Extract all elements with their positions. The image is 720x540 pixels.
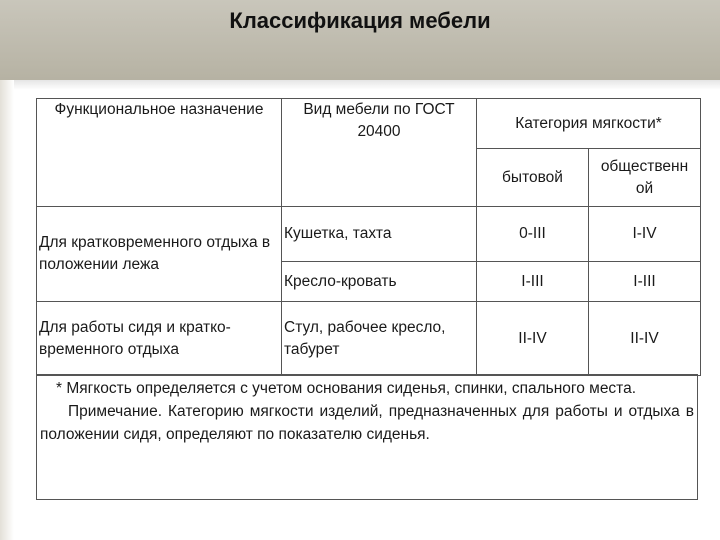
function-cell: Для работы сидя и кратко-временного отдыха xyxy=(37,302,282,376)
public-softness-cell: I-III xyxy=(589,262,701,302)
remark-note: Примечание. Категорию мягкости изделий, предназначенных для работы и отдыха в положении сидя, определяют по показателю сиденья. xyxy=(40,403,694,443)
table-row xyxy=(37,302,701,376)
slide-title: Классификация мебели xyxy=(229,8,491,33)
header-household: бытовой xyxy=(477,149,589,207)
furniture-type-cell: Кушетка, тахта xyxy=(282,207,477,262)
notes-box xyxy=(36,374,698,500)
household-softness-cell: II-IV xyxy=(477,302,589,376)
public-softness-cell: II-IV xyxy=(589,302,701,376)
header-softness-category: Категория мягкости* xyxy=(477,99,701,149)
left-edge-shading xyxy=(0,80,14,540)
table-row xyxy=(37,207,701,262)
household-softness-cell: I-III xyxy=(477,262,589,302)
household-softness-cell: 0-III xyxy=(477,207,589,262)
title-bar-shadow xyxy=(0,80,720,90)
header-row xyxy=(37,99,701,149)
furniture-type-cell: Стул, рабочее кресло, табурет xyxy=(282,302,477,376)
header-function: Функциональное назначение xyxy=(37,99,282,207)
function-cell: Для кратковременного отдыха в положении лежа xyxy=(37,207,282,302)
furniture-type-cell: Кресло-кровать xyxy=(282,262,477,302)
header-public: общественн ой xyxy=(589,149,701,207)
header-furniture-type: Вид мебели по ГОСТ 20400 xyxy=(282,99,477,207)
furniture-classification-table xyxy=(36,98,701,376)
softness-footnote: * Мягкость определяется с учетом основания сиденья, спинки, спального места. xyxy=(56,380,637,397)
public-softness-cell: I-IV xyxy=(589,207,701,262)
title-bar xyxy=(0,0,720,80)
